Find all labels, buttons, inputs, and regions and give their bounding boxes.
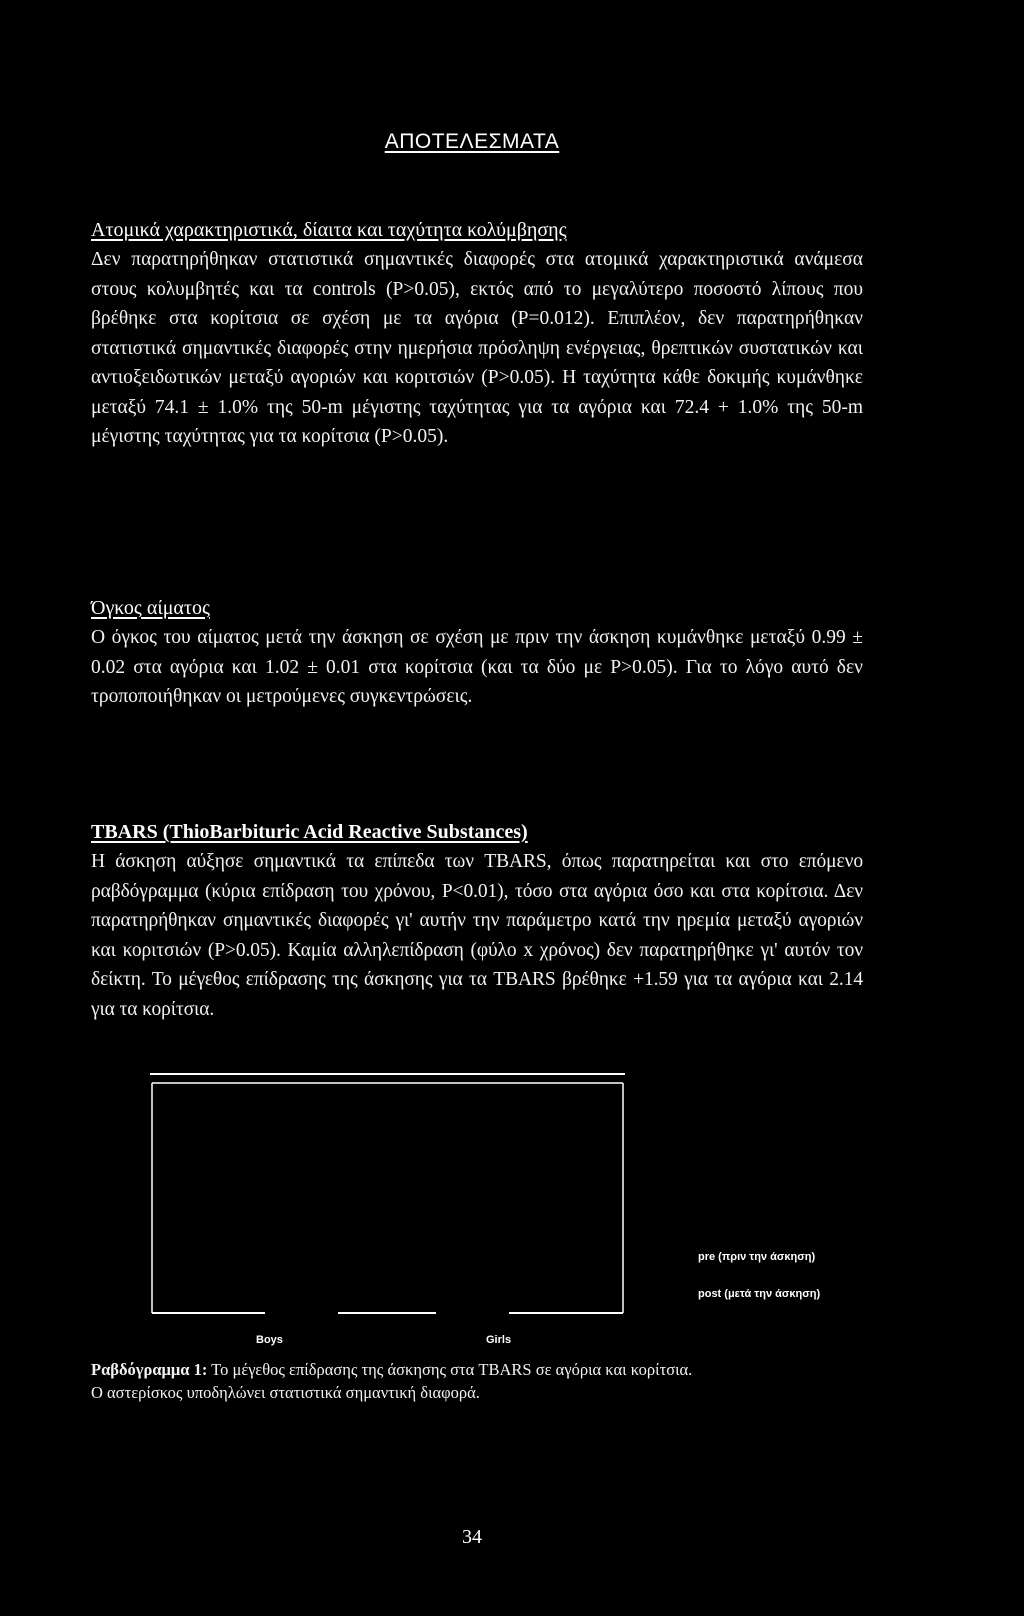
category-label-girls: Girls (486, 1334, 512, 1346)
category-label-boys: Boys (256, 1334, 283, 1346)
figure-caption (91, 1358, 891, 1404)
section-body: Δεν παρατηρήθηκαν στατιστικά σημαντικές διαφορές στα ατομικά χαρακτηριστικά ανάμεσα στους κολυμβητές και τα controls (P>0.05), εκτός από το μεγαλύτερο ποσοστό λίπους που βρέθηκε στα κορίτσια σε σχέση με τα αγόρια (P=0.012). Επιπλέον, δεν παρατηρήθηκαν στατιστικά σημαντικές διαφορές στην ημερήσια πρόσληψη ενέργειας, θρεπτικών συστατικών και αντιοξειδωτικών μεταξύ αγοριών και κοριτσιών (P>0.05). Η ταχύτητα κάθε δοκιμής κυμάνθηκε μεταξύ 74.1 ± 1.0% της 50-m μέγιστης ταχύτητας για τα αγόρια και 72.4 + 1.0% της 50-m μέγιστης ταχύτητας για τα κορίτσια (P>0.05). (91, 249, 863, 447)
caption-label: Ραβδόγραμμα 1: (91, 1360, 208, 1379)
section-body: Η άσκηση αύξησε σημαντικά τα επίπεδα των TBARS, όπως παρατηρείται και στο επόμενο ραβδόγραμμα (κύρια επίδραση του χρόνου, P<0.01), τόσο στα αγόρια όσο και στα κορίτσια. Δεν παρατηρήθηκαν σημαντικές διαφορές γι' αυτήν την παράμετρο κατά την ηρεμία μεταξύ αγοριών και κοριτσιών (P>0.05). Καμία αλληλεπίδραση (φύλο x χρόνος) δεν παρατηρήθηκε γι' αυτόν τον δείκτη. Το μέγεθος επίδρασης της άσκησης για τα TBARS βρέθηκε +1.59 για τα αγόρια και 2.14 για τα κορίτσια. (91, 851, 863, 1020)
section-body: Ο όγκος του αίματος μετά την άσκηση σε σχέση με πριν την άσκηση κυμάνθηκε μεταξύ 0.99 ± 0.02 στα αγόρια και 1.02 ± 0.01 στα κορίτσια (και τα δύο με P>0.05). Για το λόγο αυτό δεν τροποποιήθηκαν οι μετρούμενες συγκεντρώσεις. (91, 627, 863, 707)
section-heading: Ατομικά χαρακτηριστικά, δίαιτα και ταχύτητα κολύμβησης (91, 219, 567, 241)
page-number: 34 (462, 1526, 482, 1548)
caption-line-2: Ο αστερίσκος υποδηλώνει στατιστικά σημαντική διαφορά. (91, 1383, 480, 1402)
legend (698, 1251, 820, 1300)
legend-entry-post: post (μετά την άσκηση) (698, 1288, 821, 1300)
page-title: ΑΠΟΤΕΛΕΣΜΑΤΑ (384, 130, 560, 153)
section-heading: TBARS (ThioBarbituric Acid Reactive Substances) (91, 821, 528, 843)
caption-text: Το μέγεθος επίδρασης της άσκησης στα TBARS σε αγόρια και κορίτσια. (207, 1360, 693, 1379)
section-heading: Όγκος αίματος (91, 597, 210, 619)
legend-entry-pre: pre (πριν την άσκηση) (698, 1251, 816, 1263)
